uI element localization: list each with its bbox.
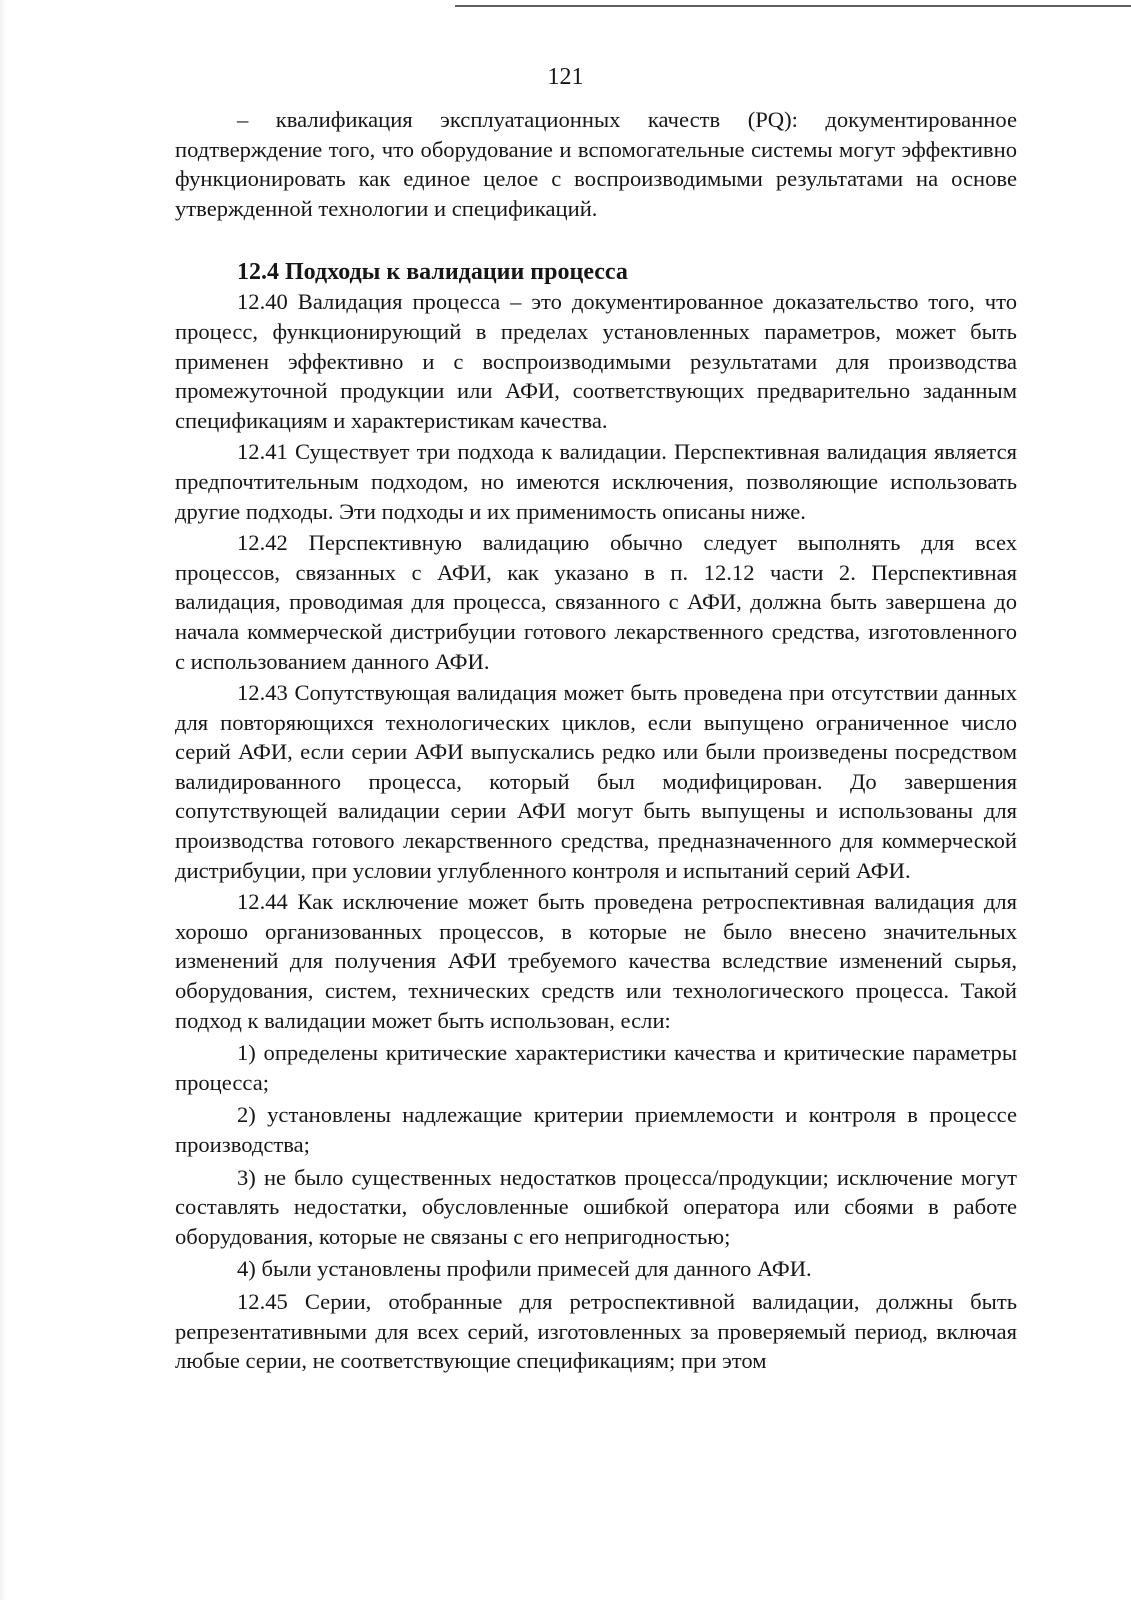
list-item-condition-2: 2) установлены надлежащие критерии приемлемости и контроля в процессе производства; [175, 1102, 1017, 1157]
scan-top-border-line [455, 5, 1131, 7]
list-item-condition-4: 4) были установлены профили примесей для данного АФИ. [237, 1256, 812, 1282]
paragraph-12-44: 12.44 Как исключение может быть проведена ретроспективная валидация для хорошо организованных процессов, в которые не было внесено значительных изменений для получения АФИ требуемого качества вследствие изменений сырья, оборудования, систем, технических средств или технологического процесса. Такой подход к валидации может быть использован, если: [175, 889, 1017, 1033]
list-item-condition-1: 1) определены критические характеристики качества и критические параметры процесса; [175, 1040, 1017, 1095]
paragraph-pq-qualification: – квалификация эксплуатационных качеств (PQ): документированное подтверждение того, что оборудование и вспомогательные системы могут эффективно функционировать как единое целое с воспроизводимыми результатами на основе утвержденной технологии и спецификаций. [175, 107, 1017, 221]
section-heading-12-4: 12.4 Подходы к валидации процесса [237, 259, 628, 286]
paragraph-12-42: 12.42 Перспективную валидацию обычно следует выполнять для всех процессов, связанных с АФИ, как указано в п. 12.12 части 2. Перспективная валидация, проводимая для процесса, связанного с АФИ, должна быть завершена до начала коммерческой дистрибуции готового лекарственного средства, изготовленного с использованием данного АФИ. [175, 530, 1017, 674]
page-number: 121 [547, 64, 584, 90]
paragraph-12-45: 12.45 Серии, отобранные для ретроспективной валидации, должны быть репрезентативными для всех серий, изготовленных за проверяемый период, включая любые серии, не соответствующие спецификациям; при этом [175, 1288, 1017, 1374]
paragraph-12-43: 12.43 Сопутствующая валидация может быть проведена при отсутствии данных для повторяющихся технологических циклов, если выпущено ограниченное число серий АФИ, если серии АФИ выпускались редко или были произведены посредством валидированного процесса, который был модифицирован. До завершения сопутствующей валидации серии АФИ могут быть выпущены и использованы для производства готового лекарственного средства, предназначенного для коммерческой дистрибуции, при условии углубленного контроля и испытаний серий АФИ. [175, 680, 1017, 883]
document-body [175, 105, 1017, 1376]
paragraph-12-40: 12.40 Валидация процесса – это документированное доказательство того, что процесс, функционирующий в пределах установленных параметров, может быть применен эффективно и с воспроизводимыми результатами для производства промежуточной продукции или АФИ, соответствующих предварительно заданным спецификациям и характеристикам качества. [175, 289, 1017, 433]
list-item-condition-3: 3) не было существенных недостатков процесса/продукции; исключение могут составлять недостатки, обусловленные ошибкой оператора или сбоями в работе оборудования, которые не связаны с его непригодностью; [175, 1164, 1017, 1249]
paragraph-12-41: 12.41 Существует три подхода к валидации. Перспективная валидация является предпочтительным подходом, но имеются исключения, позволяющие использовать другие подходы. Эти подходы и их применимость описаны ниже. [175, 439, 1017, 524]
scan-edge-shadow [0, 0, 6, 1600]
